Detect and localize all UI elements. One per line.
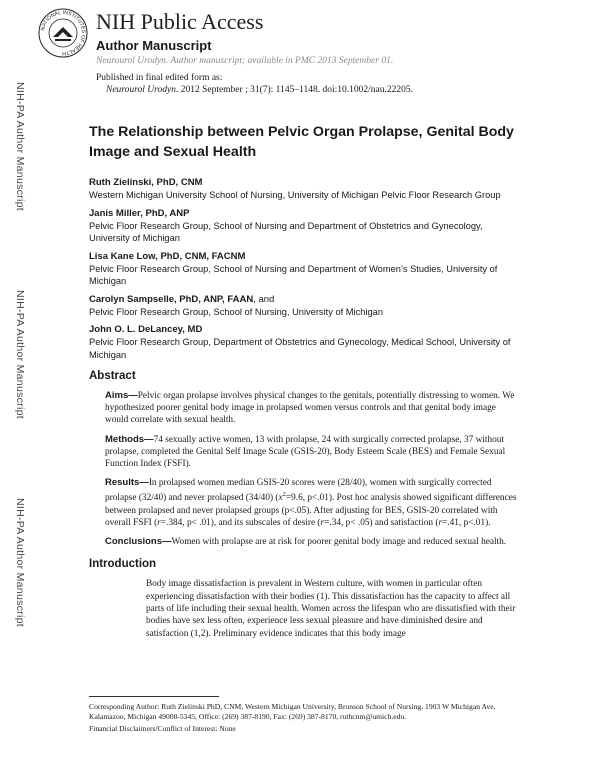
author-name: Ruth Zielinski, PhD, CNM (89, 177, 203, 188)
svg-text:NATIONAL INSTITUTES OF HEALTH: NATIONAL INSTITUTES OF HEALTH (40, 9, 87, 57)
abstract-aims (89, 390, 519, 427)
introduction-heading: Introduction (89, 558, 157, 571)
citation-journal: Neurourol Urodyn (106, 85, 176, 95)
article-title: The Relationship between Pelvic Organ Prolapse, Genital Body Image and Sexual Health (89, 124, 514, 160)
abstract-heading: Abstract (89, 370, 136, 382)
results-text: =9.6, p<.01). Post hoc analysis showed significant differences between prolapsed and never prolapsed groups (p<.05). After adjusting for BES, GSIS-20 correlated with overall FSFI ( (105, 493, 517, 528)
results-text: In prolapsed women median GSIS-20 scores were (28/40), women with surgically corrected prolapse (32/40) and never prolapsed (34/40) ( (105, 478, 492, 504)
aims-text: Pelvic organ prolapse involves physical changes to the genitals, potentially distressing to women. We hypothesized poorer genital body image in prolapsed women versus controls and that genital body image would correlate with sexual health. (105, 391, 515, 426)
author-affiliation: Pelvic Floor Research Group, Department of Obstetrics and Gynecology, Medical School, University of Michigan (89, 337, 511, 360)
published-in-label: Published in final edited form as: (96, 73, 223, 83)
results-text: =.34, p< .05) and satisfaction ( (324, 517, 439, 528)
author-name-line (89, 293, 519, 306)
author-block (89, 323, 519, 361)
footnote-divider (89, 696, 219, 697)
introduction-paragraph: Body image dissatisfaction is prevalent in Western culture, with women in particular often experiencing dissatisfaction with their bodies (1). This dissatisfaction has the capacity to affect all parts of life including their sexual health. Women across the lifespan who are dissatisfied with their bodies have sex less often, experience less sexual pleasure and have diminished desire and satisfaction (1,2). Preliminary evidence indicates that this body image (146, 579, 516, 639)
author-name: Lisa Kane Low, PhD, CNM, FACNM (89, 250, 246, 262)
nih-public-access-title: NIH Public Access (96, 9, 264, 34)
author-block (89, 207, 519, 245)
chi-superscript: 2 (282, 491, 286, 499)
author-name-suffix: , and (253, 293, 275, 305)
side-watermark-middle: NIH-PA Author Manuscript (14, 290, 26, 419)
side-watermark-bottom: NIH-PA Author Manuscript (14, 498, 26, 627)
results-text: =.384, p< .01), and its subscales of desire ( (160, 517, 321, 528)
author-name: Carolyn Sampselle, PhD, ANP, FAAN (89, 293, 254, 305)
disclaimer-footnote: Financial Disclaimers/Conflict of Interest: None (89, 724, 236, 733)
author-manuscript-label: Author Manuscript (96, 38, 212, 53)
citation-line (106, 85, 413, 95)
conclusions-text: Women with prolapse are at risk for poorer genital body image and reduced sexual health. (171, 537, 507, 548)
r-symbol: r (157, 517, 161, 528)
abstract-methods (89, 434, 519, 471)
corresponding-author-footnote: Corresponding Author: Ruth Zielinski PhD, CNM, Western Michigan University, Bronson School of Nursing, 1903 W Michigan Ave, Kalamazoo, Michigan 49008-5345, Office: (269) 387-8190, Fax: (269) 387-8170, ruthcnm@umich.edu. (89, 702, 496, 721)
author-affiliation: Pelvic Floor Research Group, School of Nursing and Department of Obstetrics and Gynecology, University of Michigan (89, 220, 483, 243)
author-block (89, 250, 519, 288)
conclusions-heading: Conclusions— (105, 536, 172, 548)
r-symbol: r (438, 517, 443, 528)
author-affiliation: Pelvic Floor Research Group, School of Nursing and Department of Women’s Studies, University of Michigan (89, 263, 498, 286)
chi-symbol: x (278, 493, 283, 504)
pmc-availability-line: Neurourol Urodyn. Author manuscript; available in PMC 2013 September 01. (96, 56, 394, 66)
article-content (89, 122, 519, 640)
methods-text: 74 sexually active women, 13 with prolapse, 24 with surgically corrected prolapse, 37 without prolapse, completed the Genital Self Image Scale (GSIS-20), Body Esteem Scale (BES) and Female Sexual Function Index (FSFI). (105, 434, 506, 470)
results-text: =.41, p<.01). (442, 517, 491, 528)
methods-heading: Methods— (105, 433, 154, 445)
author-affiliation: Western Michigan University School of Nursing, University of Michigan Pelvic Floor Research Group (89, 190, 501, 200)
citation-details: . 2012 September ; 31(7): 1145–1148. doi:10.1002/nau.22205. (175, 85, 413, 95)
side-watermark-top: NIH-PA Author Manuscript (14, 82, 26, 211)
author-affiliation: Pelvic Floor Research Group, School of Nursing, University of Michigan (89, 306, 384, 317)
abstract-conclusions (89, 536, 519, 548)
author-name: John O. L. DeLancey, MD (89, 324, 203, 335)
aims-heading: Aims— (105, 390, 138, 401)
r-symbol: r (320, 517, 325, 528)
abstract-results (89, 477, 519, 529)
nih-seal-logo (38, 8, 88, 58)
author-block (89, 176, 519, 202)
author-name: Janis Miller, PhD, ANP (89, 207, 190, 219)
author-block (89, 293, 519, 319)
results-heading: Results— (105, 477, 149, 489)
